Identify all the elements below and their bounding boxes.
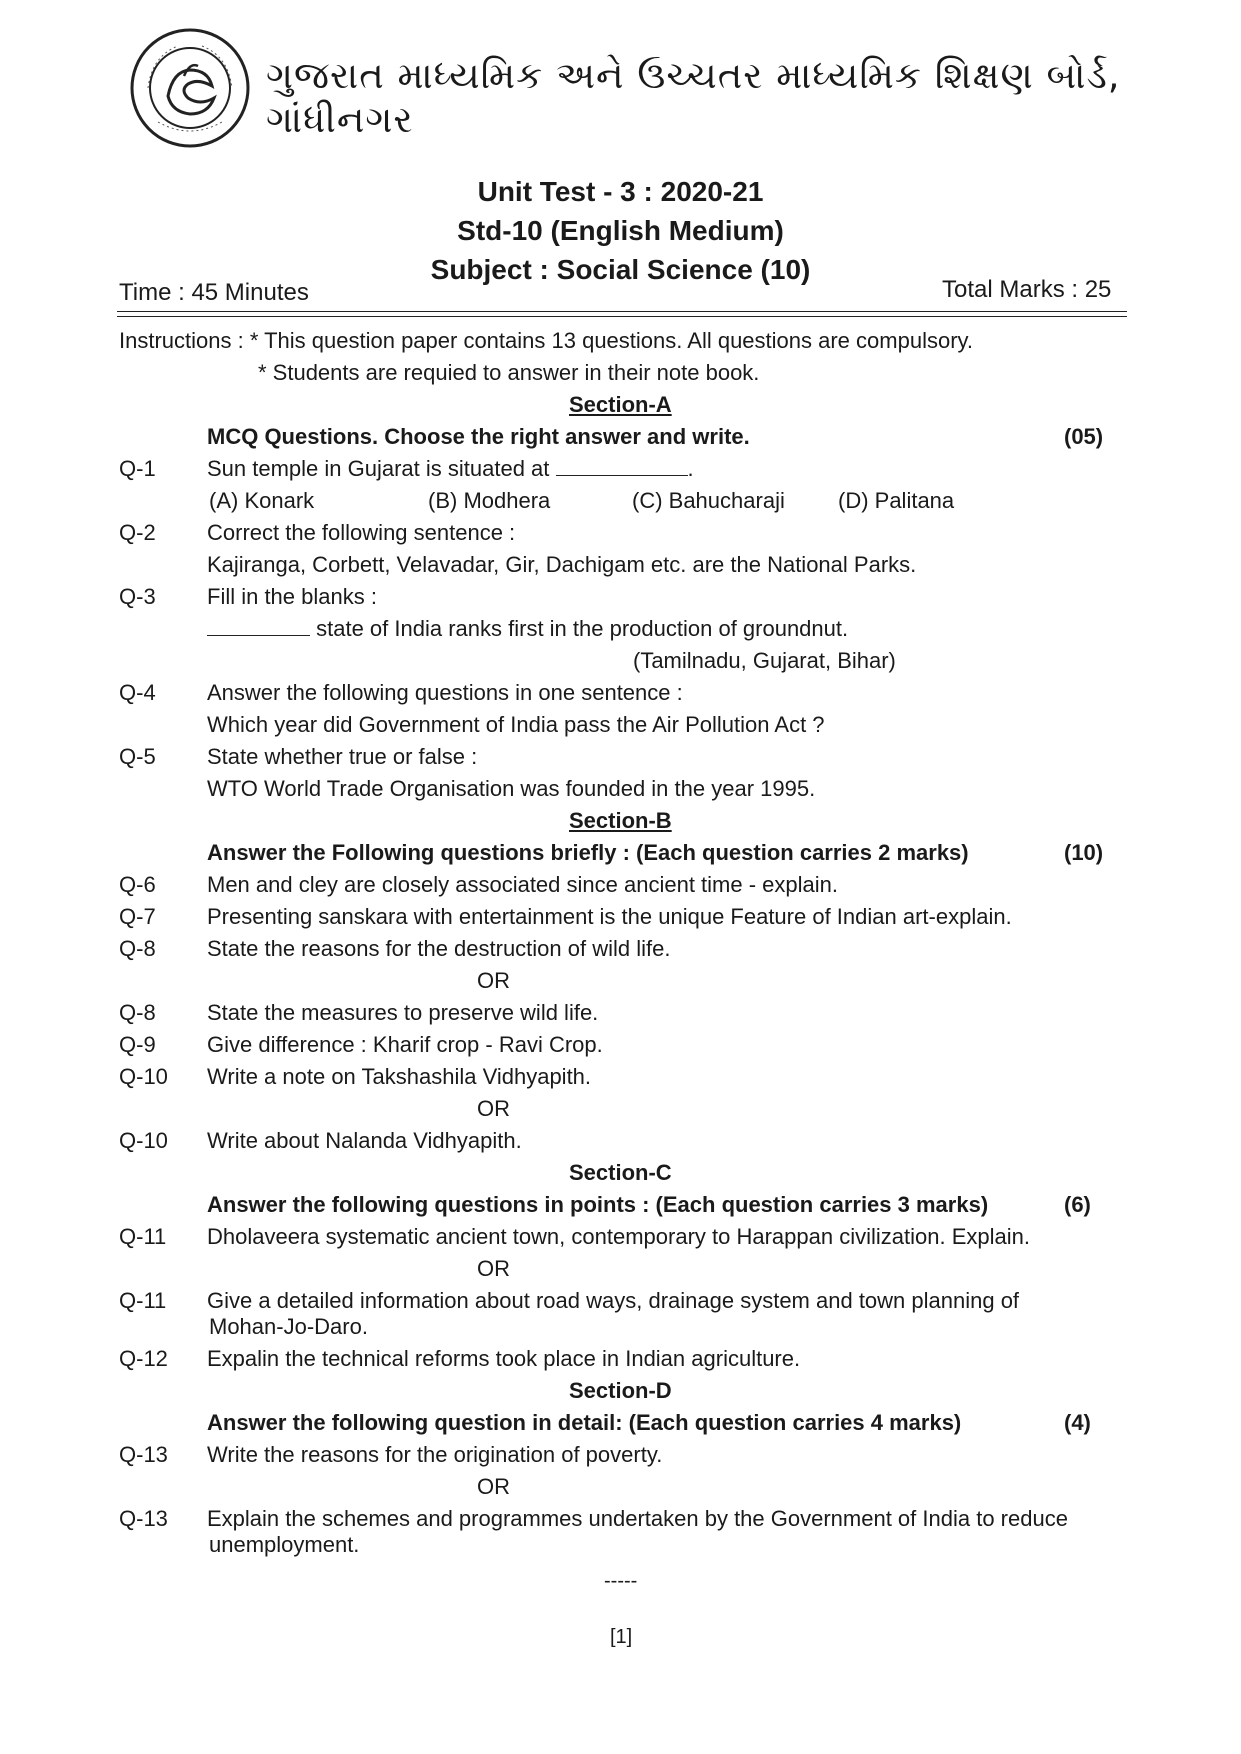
q5-statement: WTO World Trade Organisation was founded in the year 1995. <box>207 776 816 801</box>
q8a-text: State the reasons for the destruction of wild life. <box>207 936 671 961</box>
section-b-marks: (10) <box>1064 840 1104 865</box>
q13b-text-line1: Explain the schemes and programmes undertaken by the Government of India to reduce <box>207 1506 1068 1531</box>
instructions-line1: Instructions : * This question paper contains 13 questions. All questions are compulsory. <box>119 328 973 353</box>
q3-choices: (Tamilnadu, Gujarat, Bihar) <box>633 648 896 673</box>
exam-title: Unit Test - 3 : 2020-21 <box>477 176 764 207</box>
section-c-marks: (6) <box>1064 1192 1091 1217</box>
q11b-text-line1: Give a detailed information about road ways, drainage system and town planning of <box>207 1288 1020 1313</box>
time-allowed: Time : 45 Minutes <box>119 279 309 306</box>
subject-title: Subject : Social Science (10) <box>430 254 811 285</box>
q1-option-d: (D) Palitana <box>838 488 955 513</box>
section-d-heading: Answer the following question in detail: (Each question carries 4 marks) <box>207 1410 962 1435</box>
or-divider: OR <box>477 968 510 993</box>
q1-option-b: (B) Modhera <box>428 488 551 513</box>
q2-number: Q-2 <box>119 520 156 545</box>
q3-blank <box>207 617 310 636</box>
q5-instruction: State whether true or false : <box>207 744 478 769</box>
q4-number: Q-4 <box>119 680 156 705</box>
end-marker: ----- <box>604 1570 638 1592</box>
q1-option-a: (A) Konark <box>209 488 315 513</box>
section-d-title: Section-D <box>569 1378 672 1403</box>
q13b-text-line2: unemployment. <box>209 1532 360 1557</box>
q9-number: Q-9 <box>119 1032 156 1057</box>
q13b-number: Q-13 <box>119 1506 168 1531</box>
q1-blank <box>556 457 688 476</box>
page-number: [1] <box>610 1626 633 1648</box>
q5-number: Q-5 <box>119 744 156 769</box>
q4-instruction: Answer the following questions in one sentence : <box>207 680 683 705</box>
q12-number: Q-12 <box>119 1346 168 1371</box>
q4-question: Which year did Government of India pass the Air Pollution Act ? <box>207 712 825 737</box>
board-name: ગુજરાત માધ્યમિક અને ઉચ્ચતર માધ્યમિક શિક્ષણ બોર્ડ, ગાંધીનગર <box>266 54 1121 141</box>
q10a-text: Write a note on Takshashila Vidhyapith. <box>207 1064 592 1089</box>
q13a-text: Write the reasons for the origination of poverty. <box>207 1442 663 1467</box>
q2-instruction: Correct the following sentence : <box>207 520 516 545</box>
header-rule-top <box>117 311 1127 312</box>
q3-instruction: Fill in the blanks : <box>207 584 377 609</box>
or-divider: OR <box>477 1474 510 1499</box>
q10a-number: Q-10 <box>119 1064 168 1089</box>
q1-text: Sun temple in Gujarat is situated at . <box>207 456 694 481</box>
q6-number: Q-6 <box>119 872 156 897</box>
section-c-title: Section-C <box>569 1160 672 1185</box>
q6-text: Men and cley are closely associated since ancient time - explain. <box>207 872 838 897</box>
q13a-number: Q-13 <box>119 1442 168 1467</box>
q8b-number: Q-8 <box>119 1000 156 1025</box>
q11b-text-line2: Mohan-Jo-Daro. <box>209 1314 368 1339</box>
section-d-marks: (4) <box>1064 1410 1091 1435</box>
or-divider: OR <box>477 1256 510 1281</box>
q9-text: Give difference : Kharif crop - Ravi Crop. <box>207 1032 603 1057</box>
q3-sentence: state of India ranks first in the production of groundnut. <box>207 616 848 642</box>
q8b-text: State the measures to preserve wild life. <box>207 1000 599 1025</box>
section-a-marks: (05) <box>1064 424 1104 449</box>
q2-sentence: Kajiranga, Corbett, Velavadar, Gir, Dachigam etc. are the National Parks. <box>207 552 917 577</box>
instructions-line2: * Students are requied to answer in their note book. <box>258 360 760 385</box>
or-divider: OR <box>477 1096 510 1121</box>
section-b-title: Section-B <box>569 808 672 833</box>
board-seal-icon <box>128 26 252 150</box>
q1-option-c: (C) Bahucharaji <box>632 488 785 513</box>
q1-number: Q-1 <box>119 456 156 481</box>
q11a-text: Dholaveera systematic ancient town, contemporary to Harappan civilization. Explain. <box>207 1224 1030 1249</box>
q11a-number: Q-11 <box>119 1224 167 1249</box>
standard-title: Std-10 (English Medium) <box>457 215 784 246</box>
q7-text: Presenting sanskara with entertainment is the unique Feature of Indian art-explain. <box>207 904 1012 929</box>
q8a-number: Q-8 <box>119 936 156 961</box>
header-rule-bottom <box>117 316 1127 317</box>
q12-text: Expalin the technical reforms took place in Indian agriculture. <box>207 1346 801 1371</box>
section-a-title: Section-A <box>569 392 672 417</box>
section-a-heading: MCQ Questions. Choose the right answer and write. <box>207 424 750 449</box>
q10b-number: Q-10 <box>119 1128 168 1153</box>
total-marks: Total Marks : 25 <box>942 276 1112 303</box>
q10b-text: Write about Nalanda Vidhyapith. <box>207 1128 522 1153</box>
q7-number: Q-7 <box>119 904 156 929</box>
section-c-heading: Answer the following questions in points : (Each question carries 3 marks) <box>207 1192 989 1217</box>
q3-number: Q-3 <box>119 584 156 609</box>
section-b-heading: Answer the Following questions briefly : (Each question carries 2 marks) <box>207 840 969 865</box>
q11b-number: Q-11 <box>119 1288 167 1313</box>
